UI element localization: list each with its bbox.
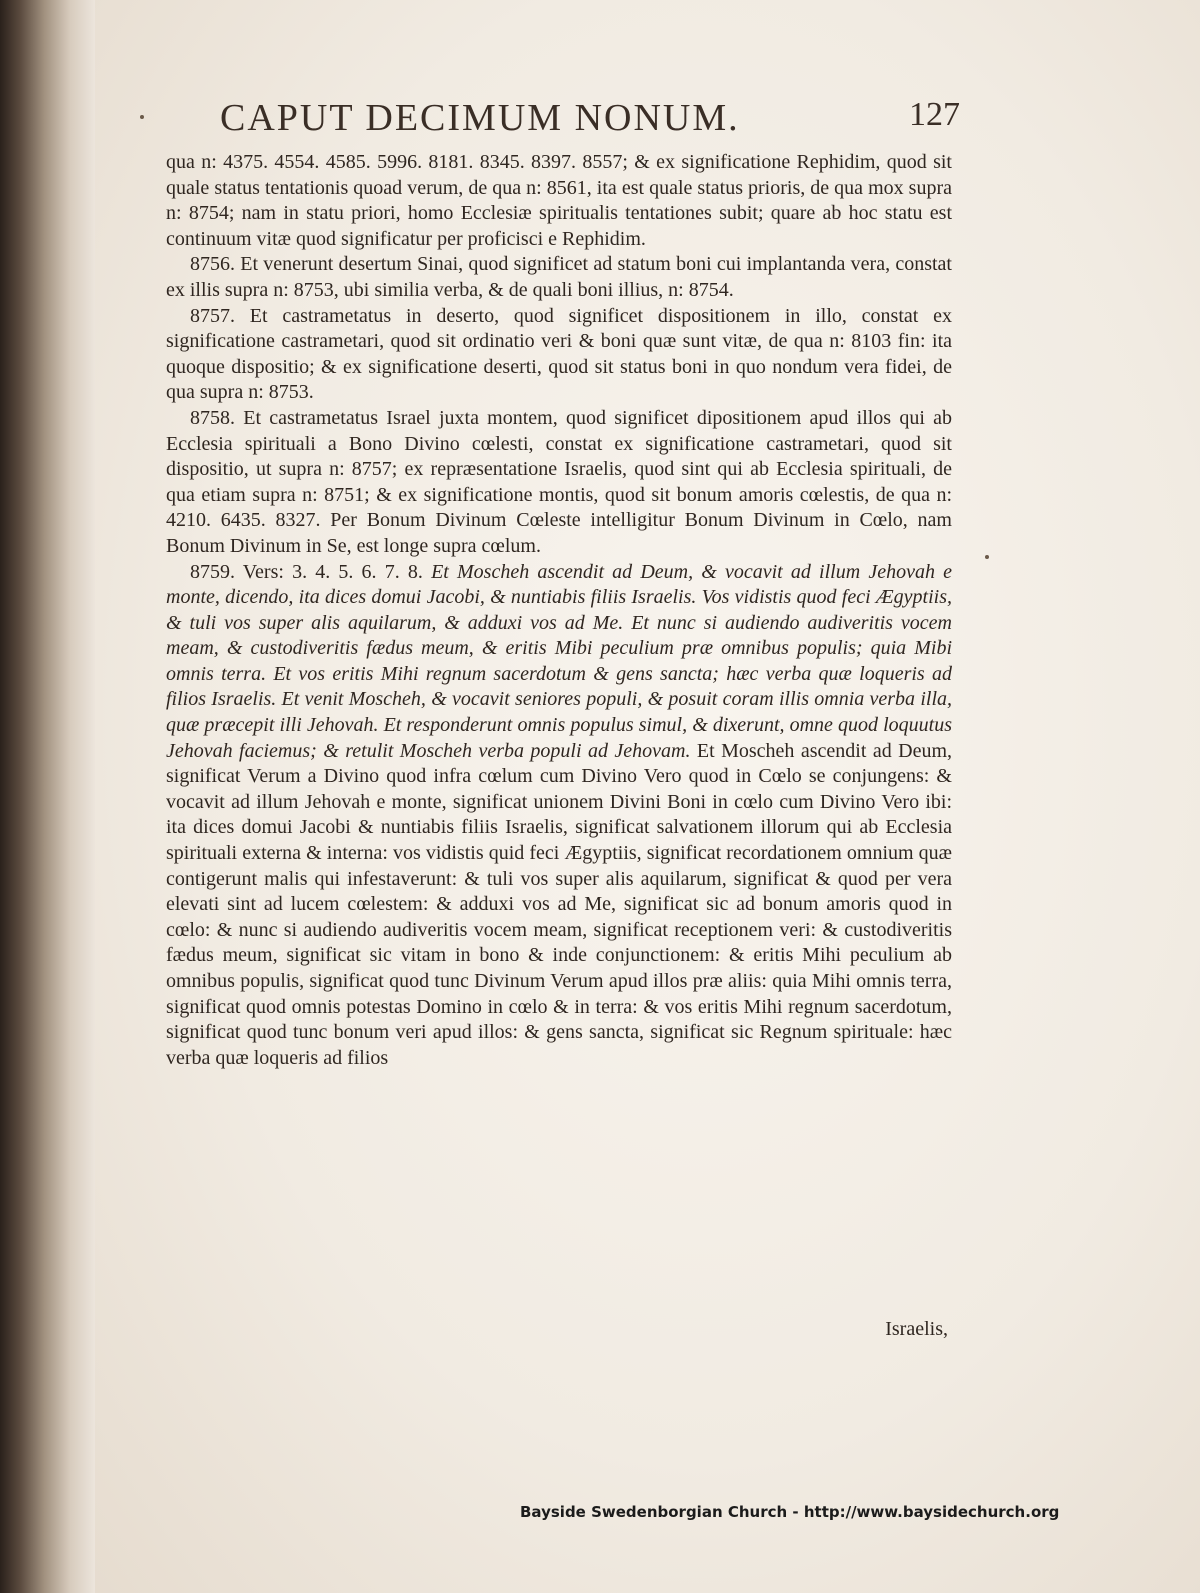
paragraph-8759-scripture: Et Moscheh ascendit ad Deum, & vocavit ad illum Jehovah e monte, dicendo, ita dices domui Jacobi, & nuntiabis filiis Israelis. Vos vidistis quod feci Ægyptiis, & tuli vos super alis aquilarum, & adduxi vos ad Me. Et nunc si audiendo audiveritis vocem meam, & custodiveritis fædus meum, & eritis Mibi peculium præ omnibus populis; quia Mibi omnis terra. Et vos eritis Mihi regnum sacerdotum & gens sancta; hæc verba quæ loqueris ad filios Israelis. Et venit Moscheh, & vocavit seniores populi, & posuit coram illis omnia verba illa, quæ præcepit illi Jehovah. Et responderunt omnis populus simul, & dixerunt, omne quod loquutus Jehovah faciemus; & retulit Moscheh verba populi ad Jehovam. (166, 560, 953, 762)
main-text (166, 150, 952, 1071)
running-title: CAPUT DECIMUM NONUM. (220, 97, 740, 139)
running-header (125, 96, 960, 156)
paragraph-8758: 8758. Et castrametatus Israel juxta montem, quod significet dipositionem apud illos qui ab Ecclesia spirituali a Bono Divino cœlesti, constat ex significatione castrametari, quod sit dispositio, ut supra n: 8757; ex repræsentatione Israelis, quod sint qui ab Ecclesia spirituali, de qua etiam supra n: 8751; & ex significatione montis, quod sit bonum amoris cœlestis, de qua n: 4210. 6435. 8327. Per Bonum Divinum Cœleste intelligitur Bonum Divinum in Cœlo, nam Bonum Divinum in Se, est longe supra cœlum. (166, 406, 952, 557)
paragraph-intro: qua n: 4375. 4554. 4585. 5996. 8181. 8345. 8397. 8557; & ex significatione Rephidim, quod sit quale status tentationis quoad verum, de qua n: 8561, ita est quale status prioris, de qua mox supra n: 8754; nam in statu priori, homo Ecclesiæ spiritualis tentationes subit; quare ab hoc statu est continuum vitæ quod significatur per proficisci e Rephidim. (166, 151, 952, 250)
paragraph-8759-lead: 8759. Vers: 3. 4. 5. 6. 7. 8. (190, 560, 423, 583)
paragraph-8757: 8757. Et castrametatus in deserto, quod significet dispositionem in illo, constat ex significatione castrametari, quod sit ordinatio veri & boni quæ sunt vitæ, de qua n: 8103 fin: ita quoque dispositio; & ex significatione deserti, quod sit status boni in quo nondum vera fidei, de qua supra n: 8753. (166, 304, 952, 404)
paragraph-8759 (166, 560, 952, 1072)
paragraph-8756: 8756. Et venerunt desertum Sinai, quod significet ad statum boni cui implantanda vera, constat ex illis supra n: 8753, ubi similia verba, & de quali boni illius, n: 8754. (166, 253, 952, 301)
paragraph-8759-exposition: Et Moscheh ascendit ad Deum, significat Verum a Divino quod infra cœlum cum Divino Vero quod in Cœlo se conjungens: & vocavit ad illum Jehovah e monte, significat unionem Divini Boni in cœlo cum Divino Vero ibi: ita dices domui Jacobi & nuntiabis filiis Israelis, significat salvationem illorum qui ab Ecclesia spirituali externa & interna: vos vidistis quid feci Ægyptiis, significat recordationem omnium quæ contigerunt malis qui infestaverunt: & tuli vos super alis aquilarum, significat & quod per vera elevati sint ad lucem cœlestem: & adduxi vos ad Me, significat sic ad bonum amoris quod in cœlo: & nunc si audiendo audiveritis vocem meam, significat receptionem veri: & custodiveritis fædus meum, significat sic vitam in bono & inde conjunctionem: & eritis Mihi peculium ab omnibus populis, significat quod tunc Divinum Verum apud illos præ aliis: quia Mihi omnis terra, significat quod omnis potestas Domino in cœlo & in terra: & vos eritis Mihi regnum sacerdotum, significat quod tunc bonum veri apud illos: & gens sancta, significat sic Regnum spirituale: hæc verba quæ loqueris ad filios (166, 739, 953, 1069)
paper-speck (140, 115, 144, 119)
book-gutter-shadow (0, 0, 95, 1593)
paper-speck (985, 555, 989, 559)
footer-credit: Bayside Swedenborgian Church - http://www.baysidechurch.org (520, 1503, 1060, 1521)
page-number: 127 (909, 96, 960, 133)
catchword: Israelis, (885, 1318, 948, 1340)
